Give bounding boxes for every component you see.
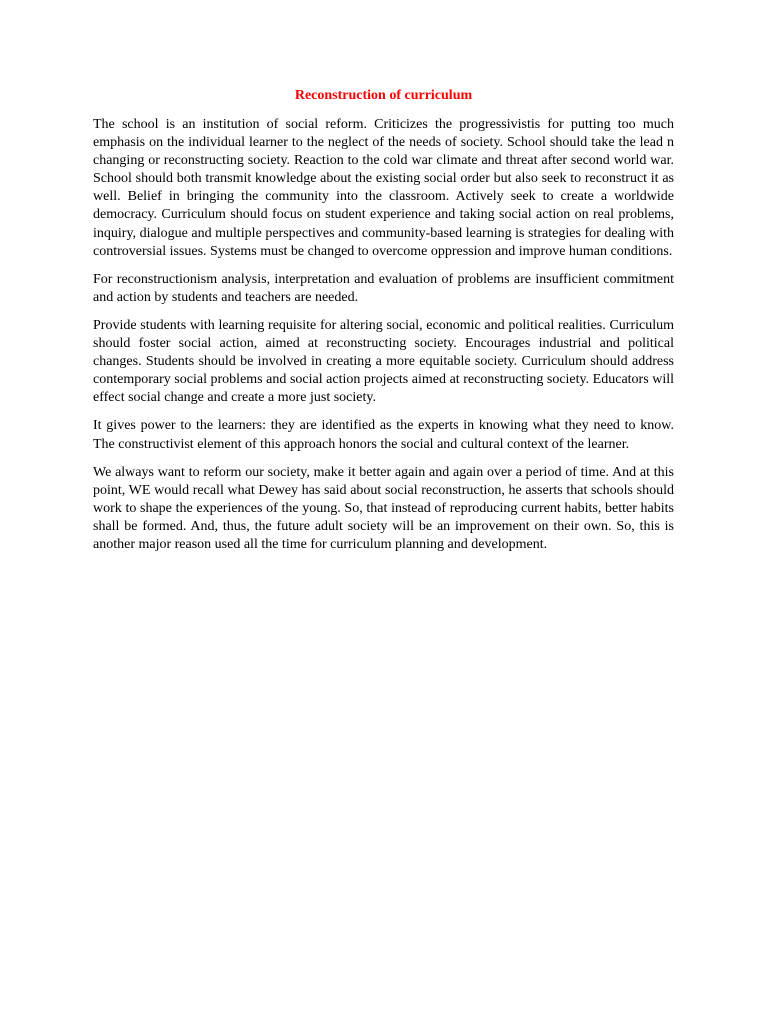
paragraph-reconstructionism-analysis: For reconstructionism analysis, interpretation and evaluation of problems are insufficient commitment and action by students and teachers are needed. — [93, 271, 674, 305]
paragraph-dewey-reform: We always want to reform our society, make it better again and again over a period of time. And at this point, WE would recall what Dewey has said about social reconstruction, he asserts that schools should work to shape the experiences of the young. So, that instead of reproducing current habits, better habits shall be formed. And, thus, the future adult society will be an improvement on their own. So, this is another major reason used all the time for curriculum planning and development. — [93, 464, 674, 552]
paragraph-learner-power: It gives power to the learners: they are identified as the experts in knowing what they need to know. The constructivist element of this approach honors the social and cultural context of the learner. — [93, 418, 674, 452]
paragraph-social-reform: The school is an institution of social reform. Criticizes the progressivistis for putting too much emphasis on the individual learner to the neglect of the needs of society. School should take the lead n changing or reconstructing society. Reaction to the cold war climate and threat after second world war. School should both transmit knowledge about the existing social order but also seek to reconstruct it as well. Belief in bringing the community into the classroom. Actively seek to create a worldwide democracy. Curriculum should focus on student experience and taking social action on real problems, inquiry, dialogue and multiple perspectives and community-based learning is strategies for dealing with controversial issues. Systems must be changed to overcome oppression and improve human conditions. — [93, 117, 674, 259]
document-title: Reconstruction of curriculum — [294, 88, 473, 103]
document-body — [93, 86, 674, 564]
paragraph-learning-requisite: Provide students with learning requisite for altering social, economic and political realities. Curriculum should foster social action, aimed at reconstructing society. Encourages industrial and political changes. Students should be involved in creating a more equitable society. Curriculum should address contemporary social problems and social action projects aimed at reconstructing society. Educators will effect social change and create a more just society. — [93, 317, 674, 406]
